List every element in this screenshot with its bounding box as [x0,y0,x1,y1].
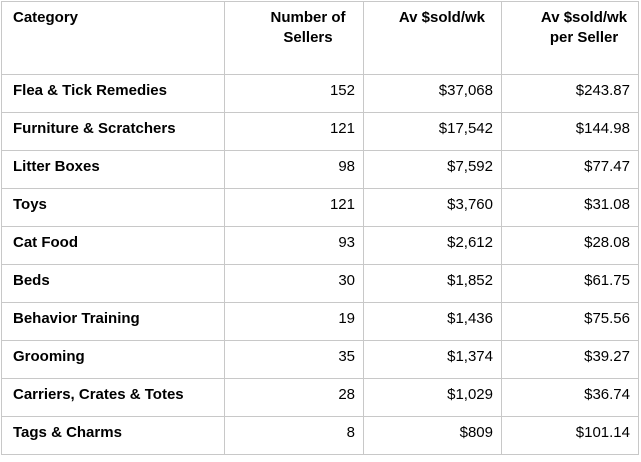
cell-per-seller: $75.56 [502,303,639,341]
cell-category: Cat Food [2,227,225,265]
cell-sold: $3,760 [364,189,502,227]
table-row [2,151,639,189]
cell-sellers: 28 [225,379,364,417]
cell-per-seller: $144.98 [502,113,639,151]
cell-sellers: 30 [225,265,364,303]
cell-sold: $17,542 [364,113,502,151]
cell-category: Behavior Training [2,303,225,341]
cell-per-seller: $36.74 [502,379,639,417]
cell-sold: $37,068 [364,75,502,113]
header-av-sold-per-seller-label: Av $sold/wk per Seller [540,9,628,46]
cell-category: Litter Boxes [2,151,225,189]
table-row [2,417,639,455]
cell-sold: $1,029 [364,379,502,417]
cell-sellers: 35 [225,341,364,379]
cell-sellers: 8 [225,417,364,455]
table-row [2,265,639,303]
cell-sellers: 152 [225,75,364,113]
header-number-of-sellers-label: Number of Sellers [270,9,346,46]
cell-sellers: 121 [225,189,364,227]
cell-sold: $1,436 [364,303,502,341]
cell-per-seller: $243.87 [502,75,639,113]
cell-category: Grooming [2,341,225,379]
cell-per-seller: $39.27 [502,341,639,379]
cell-sellers: 93 [225,227,364,265]
cell-sold: $809 [364,417,502,455]
cell-per-seller: $61.75 [502,265,639,303]
header-row [2,2,639,75]
table-row [2,227,639,265]
table-row [2,379,639,417]
table-row [2,75,639,113]
cell-category: Furniture & Scratchers [2,113,225,151]
cell-category: Beds [2,265,225,303]
cell-category: Carriers, Crates & Totes [2,379,225,417]
table-row [2,341,639,379]
header-category: Category [2,2,225,75]
table-row [2,303,639,341]
header-number-of-sellers [225,2,364,75]
cell-per-seller: $77.47 [502,151,639,189]
cell-per-seller: $31.08 [502,189,639,227]
cell-sold: $1,374 [364,341,502,379]
category-sales-table [1,1,639,455]
cell-sellers: 121 [225,113,364,151]
header-av-sold-per-week: Av $sold/wk [364,2,502,75]
cell-category: Tags & Charms [2,417,225,455]
table-row [2,189,639,227]
header-av-sold-per-seller [502,2,639,75]
cell-sold: $7,592 [364,151,502,189]
cell-category: Toys [2,189,225,227]
cell-sellers: 19 [225,303,364,341]
cell-category: Flea & Tick Remedies [2,75,225,113]
table-row [2,113,639,151]
cell-per-seller: $28.08 [502,227,639,265]
cell-sold: $1,852 [364,265,502,303]
cell-sold: $2,612 [364,227,502,265]
cell-sellers: 98 [225,151,364,189]
cell-per-seller: $101.14 [502,417,639,455]
